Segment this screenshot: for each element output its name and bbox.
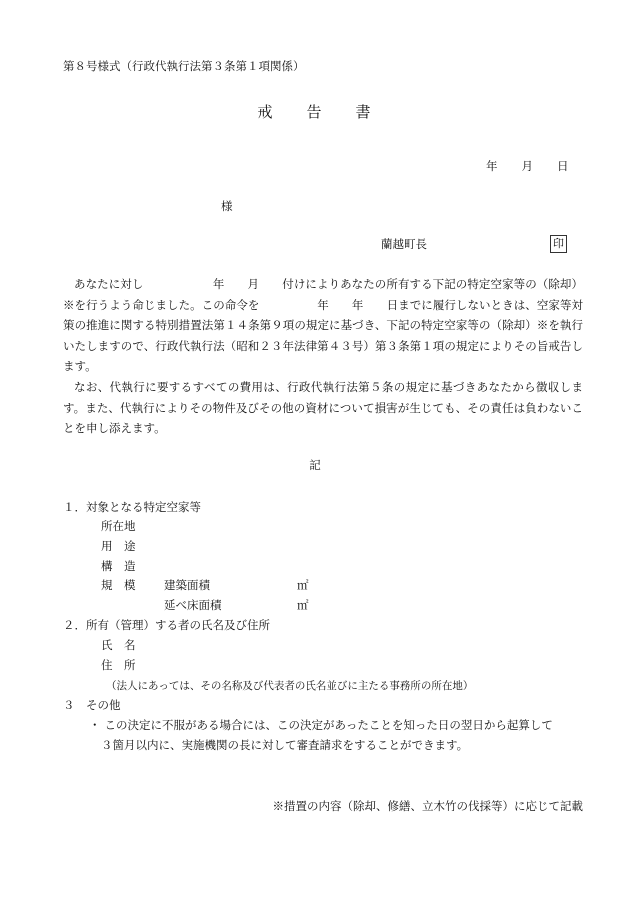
appeal-line-1 — [89, 720, 553, 732]
owner-address-label: 住 所 — [101, 658, 136, 672]
footer-note: ※措置の内容（除却、修繕、立木竹の伐採等）に応じて記載 — [272, 799, 583, 813]
date-year: 年 — [486, 159, 498, 173]
date-month: 月 — [521, 159, 533, 173]
floor-area-unit: ㎡ — [297, 598, 309, 612]
title-char-1: 戒 — [257, 103, 275, 121]
usage-label: 用 途 — [101, 539, 136, 553]
appeal-text-1: この決定に不服がある場合には、この決定があったことを知った日の翌日から起算して — [104, 718, 553, 732]
building-area-label: 建築面積 — [164, 578, 210, 592]
document-title — [0, 105, 630, 120]
date-day: 日 — [557, 159, 569, 173]
appeal-line-2: ３箇月以内に、実施機関の長に対して審査請求をすることができます。 — [101, 738, 469, 752]
scale-label: 規 模 — [101, 578, 136, 592]
section1-heading: １．対象となる特定空家等 — [63, 500, 201, 514]
ki-heading: 記 — [309, 458, 321, 472]
seal-box: 印 — [550, 235, 567, 253]
location-label: 所在地 — [101, 519, 136, 533]
date-line — [486, 161, 569, 173]
structure-label: 構 造 — [101, 559, 136, 573]
issuer-name: 蘭越町長 — [381, 237, 427, 251]
form-label: 第８号様式（行政代執行法第３条第１項関係） — [63, 59, 305, 73]
addressee-suffix: 様 — [221, 199, 233, 213]
owner-name-label: 氏 名 — [101, 638, 136, 652]
building-area-unit: ㎡ — [297, 578, 309, 592]
bullet-icon: ・ — [89, 718, 101, 732]
paragraph-main: あなたに対し 年 月 付けによりあなたの所有する下記の特定空家等の（除却）※を行うよう命じました。この命令を 年 年 日までに履行しないときは、空家等対策の推進に関する特別措置法第１４条第９項の規定に基づき、下記の特定空家等の（除却）※を執行いたしますので、行政代執行法（昭和２３年法律第４３号）第３条第１項の規定によりその旨戒告します。 — [63, 277, 583, 373]
floor-area-label: 延べ床面積 — [164, 598, 222, 612]
section2-heading: ２．所有（管理）する者の氏名及び住所 — [63, 618, 270, 632]
section3-heading: ３ その他 — [63, 698, 121, 712]
paragraph-cost: なお、代執行に要するすべての費用は、行政代執行法第５条の規定に基づきあなたから徴収します。また、代執行によりその物件及びその他の資材について損害が生じても、その責任は負わないことを申し添えます。 — [63, 380, 583, 435]
title-char-3: 書 — [355, 103, 373, 121]
corporate-note: （法人にあっては、その名称及び代表者の氏名並びに主たる事務所の所在地） — [106, 680, 474, 692]
title-char-2: 告 — [306, 103, 324, 121]
